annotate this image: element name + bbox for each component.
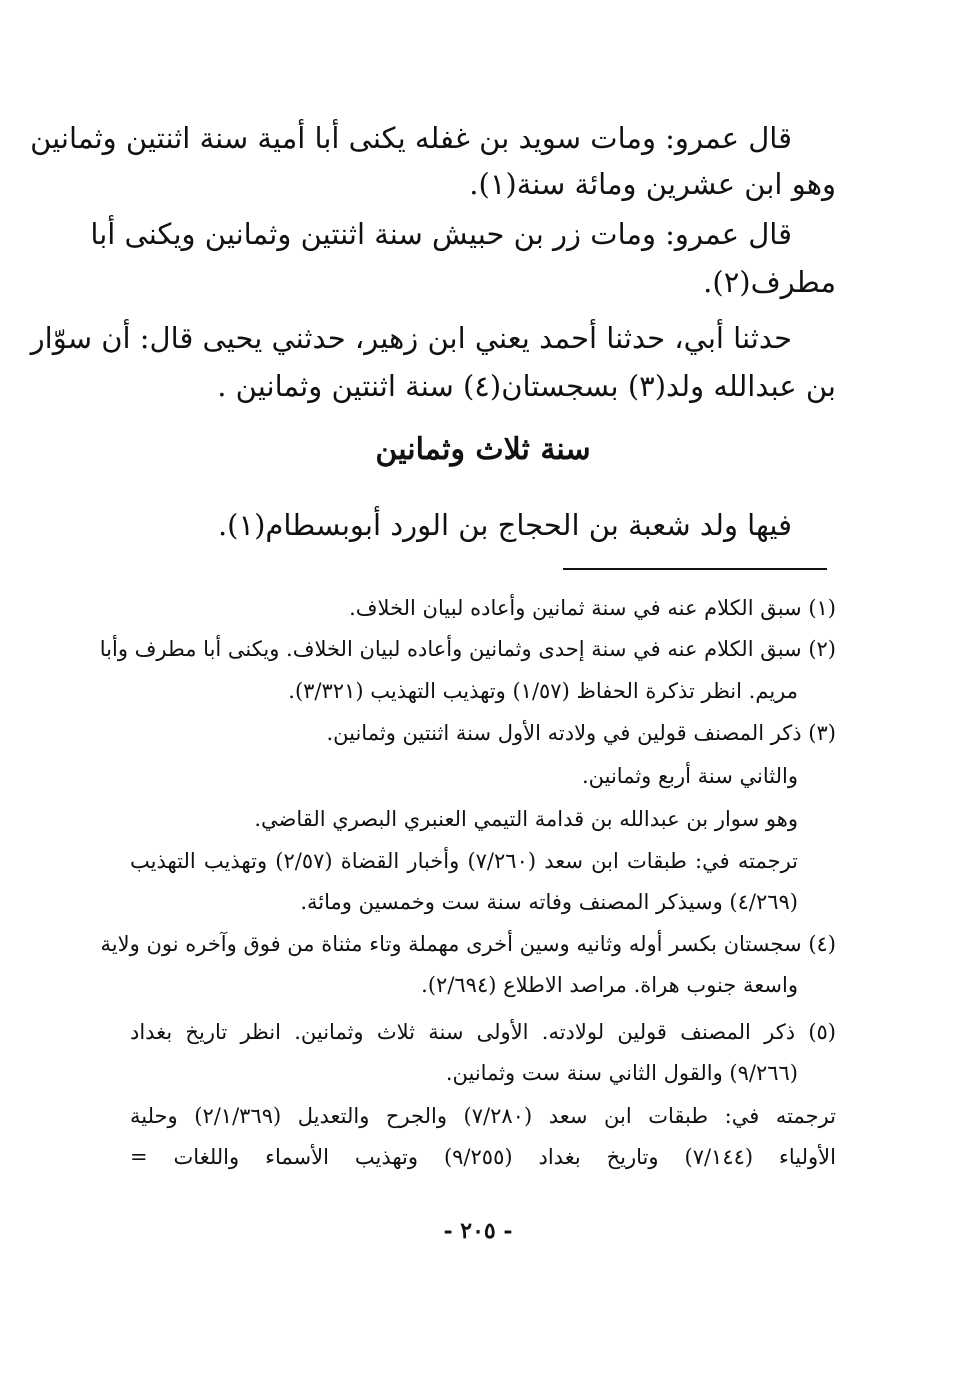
footnote-line: (٣) ذكر المصنف قولين في ولادته الأول سنة اثنتين وثمانين. <box>326 721 836 745</box>
section-heading: سنة ثلاث وثمانين <box>375 432 591 467</box>
footnote-line: والثاني سنة أربع وثمانين. <box>581 764 798 788</box>
footnote-line: (٤/٢٦٩) وسيذكر المصنف وفاته سنة ست وخمسين ومائة. <box>300 890 798 914</box>
footnote-line: مريم. انظر تذكرة الحفاظ (١/٥٧) وتهذيب التهذيب (٣/٣٢١). <box>288 679 798 703</box>
main-text-line: حدثنا أبي، حدثنا أحمد يعني ابن زهير، حدثني يحيى قال: أن سوّار <box>30 321 792 355</box>
footnote-line: (٩/٢٦٦) والقول الثاني سنة ست وثمانين. <box>445 1061 798 1085</box>
page-number: - ٢٠٥ - <box>443 1218 513 1244</box>
footnote-line: ترجمته في: طبقات ابن سعد (٧/٢٨٠) والجرح والتعديل (٢/١/٣٦٩) وحلية <box>130 1104 836 1128</box>
main-text-line: فيها ولد شعبة بن الحجاج بن الورد أبوبسطام(١). <box>217 508 792 542</box>
footnote-line: الأولياء (٧/١٤٤) وتاريخ بغداد (٩/٢٥٥) وتهذيب الأسماء واللغات = <box>130 1145 836 1169</box>
footnote-line: (١) سبق الكلام عنه في سنة ثمانين وأعاده لبيان الخلاف. <box>349 596 836 620</box>
footnote-line: ترجمته في: طبقات ابن سعد (٧/٢٦٠) وأخبار القضاة (٢/٥٧) وتهذيب التهذيب <box>130 849 799 873</box>
footnote-line: (٢) سبق الكلام عنه في سنة إحدى وثمانين وأعاده لبيان الخلاف. ويكنى أبا مطرف وأبا <box>99 637 836 661</box>
footnote-divider <box>563 568 827 570</box>
main-text-line: قال عمرو: ومات زر بن حبيش سنة اثنتين وثمانين ويكنى أبا <box>90 217 792 251</box>
main-text-line: بن عبدالله ولد(٣) بسجستان(٤) سنة اثنتين وثمانين . <box>217 369 836 403</box>
footnote-line: (٤) سجستان بكسر أوله وثانيه وسين أخرى مهملة وتاء مثناة من فوق وآخره نون ولاية <box>100 932 836 956</box>
footnote-line: وهو سوار بن عبدالله بن قدامة التيمي العنبري البصري القاضي. <box>254 807 798 831</box>
main-text-line: مطرف(٢). <box>703 265 836 299</box>
footnote-line: واسعة جنوب هراة. مراصد الاطلاع (٢/٦٩٤). <box>421 973 798 997</box>
main-text-line: وهو ابن عشرين ومائة سنة(١). <box>469 167 836 201</box>
main-text-line: قال عمرو: ومات سويد بن غفله يكنى أبا أمية سنة اثنتين وثمانين <box>30 121 792 155</box>
footnote-line: (٥) ذكر المصنف قولين لولادته. الأولى سنة ثلاث وثمانين. انظر تاريخ بغداد <box>130 1020 836 1044</box>
